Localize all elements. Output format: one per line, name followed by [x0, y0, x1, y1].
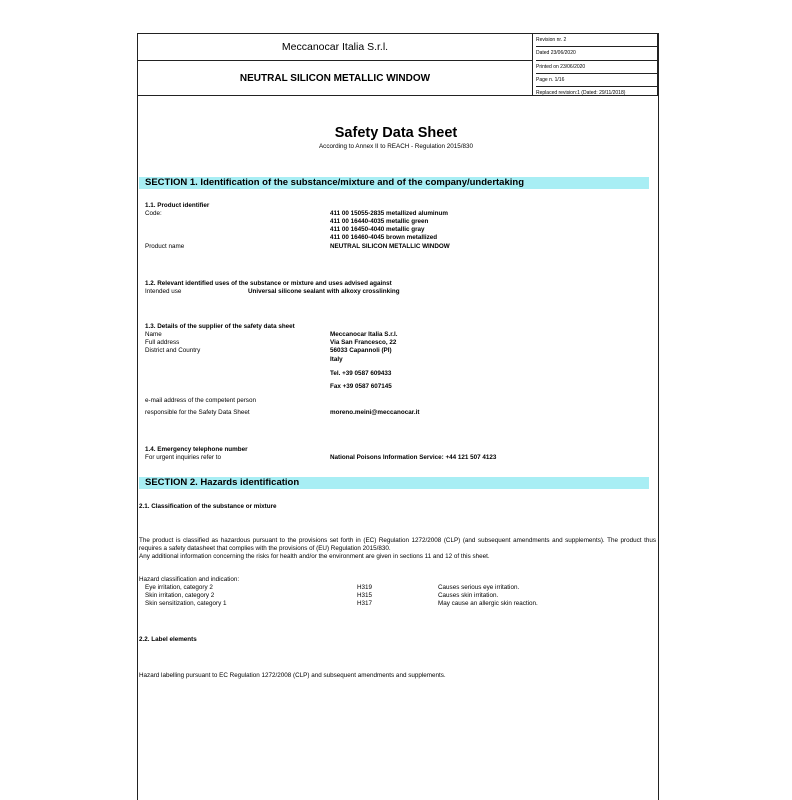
- emergency-phone-title: 1.4. Emergency telephone number: [145, 446, 248, 453]
- hazard-statement-3: May cause an allergic skin reaction.: [438, 600, 538, 607]
- hazard-classification-heading: Hazard classification and indication:: [139, 576, 240, 583]
- address-label: Full address: [145, 339, 180, 346]
- email-label-2: responsible for the Safety Data Sheet: [145, 409, 250, 416]
- classification-paragraph: The product is classified as hazardous pursuant to the provisions set forth in (EC) Regulation 1272/2008 (CLP) (and subsequent amendments and supplements). The product thus requires a safety datasheet that complies with the provisions of (EU) Regulation 2015/830.: [139, 537, 656, 552]
- code-label: Code:: [145, 210, 162, 217]
- section-1-heading-text: SECTION 1. Identification of the substance/mixture and of the company/undertaking: [145, 177, 524, 188]
- additional-info-paragraph: Any additional information concerning the risks for health and/or the environment are given in sections 11 and 12 of this sheet.: [139, 553, 490, 560]
- page-number: Page n. 1/16: [536, 74, 657, 87]
- name-value: Meccanocar Italia S.r.l.: [330, 331, 398, 338]
- printed-on: Printed on 23/06/2020: [536, 61, 657, 74]
- company-name: Meccanocar Italia S.r.l.: [138, 34, 533, 61]
- relevant-uses-title: 1.2. Relevant identified uses of the substance or mixture and uses advised against: [145, 280, 392, 287]
- code-value-1: 411 00 15055-2835 metallized aluminum: [330, 210, 448, 217]
- name-label: Name: [145, 331, 162, 338]
- hazard-category-2: Skin irritation, category 2: [145, 592, 215, 599]
- product-title: NEUTRAL SILICON METALLIC WINDOW: [138, 61, 533, 95]
- product-name-value: NEUTRAL SILICON METALLIC WINDOW: [330, 243, 450, 250]
- address-value: Via San Francesco, 22: [330, 339, 397, 346]
- document-title: Safety Data Sheet: [334, 125, 458, 141]
- document-subtitle: According to Annex II to REACH - Regulation 2015/830: [318, 143, 473, 150]
- hazard-code-1: H319: [357, 584, 373, 591]
- hazard-category-1: Eye irritation, category 2: [145, 584, 213, 591]
- telephone: Tel. +39 0587 609433: [330, 370, 392, 377]
- urgent-inquiries-label: For urgent inquiries refer to: [145, 454, 221, 461]
- classification-title: 2.1. Classification of the substance or mixture: [139, 503, 277, 510]
- label-elements-title: 2.2. Label elements: [139, 636, 197, 643]
- hazard-statement-2: Causes skin irritation.: [438, 592, 499, 599]
- urgent-inquiries-value: National Poisons Information Service: +44 121 507 4123: [330, 454, 497, 461]
- intended-use-value: Universal silicone sealant with alkoxy crosslinking: [248, 288, 400, 295]
- code-value-2: 411 00 16440-4035 metallic green: [330, 218, 429, 225]
- fax: Fax +39 0587 607145: [330, 383, 392, 390]
- section-2-heading-text: SECTION 2. Hazards identification: [145, 477, 300, 488]
- hazard-statement-1: Causes serious eye irritation.: [438, 584, 520, 591]
- code-value-4: 411 00 16460-4045 brown metallized: [330, 234, 438, 241]
- revision-info: [536, 34, 657, 99]
- country-value: Italy: [330, 356, 343, 363]
- section-1-heading: [139, 177, 649, 189]
- product-identifier-title: 1.1. Product identifier: [145, 202, 210, 209]
- hazard-code-2: H315: [357, 592, 373, 599]
- email-value: moreno.meini@meccanocar.it: [330, 409, 420, 416]
- product-name-label: Product name: [145, 243, 185, 250]
- hazard-labelling-text: Hazard labelling pursuant to EC Regulation 1272/2008 (CLP) and subsequent amendments and supplements.: [139, 672, 446, 679]
- code-value-3: 411 00 16450-4040 metallic gray: [330, 226, 425, 233]
- revision-number: Revision nr. 2: [536, 34, 657, 47]
- document-header: [137, 33, 658, 96]
- district-label: District and Country: [145, 347, 201, 354]
- email-label-1: e-mail address of the competent person: [145, 397, 256, 404]
- district-value: 56033 Capannoli (PI): [330, 347, 392, 354]
- intended-use-label: Intended use: [145, 288, 182, 295]
- dated: Dated 23/06/2020: [536, 47, 657, 60]
- supplier-details-title: 1.3. Details of the supplier of the safety data sheet: [145, 323, 295, 330]
- hazard-code-3: H317: [357, 600, 373, 607]
- replaced-revision: Replaced revision:1 (Dated: 29/11/2018): [536, 90, 626, 97]
- hazard-category-3: Skin sensitization, category 1: [145, 600, 227, 607]
- section-2-heading: [139, 477, 649, 489]
